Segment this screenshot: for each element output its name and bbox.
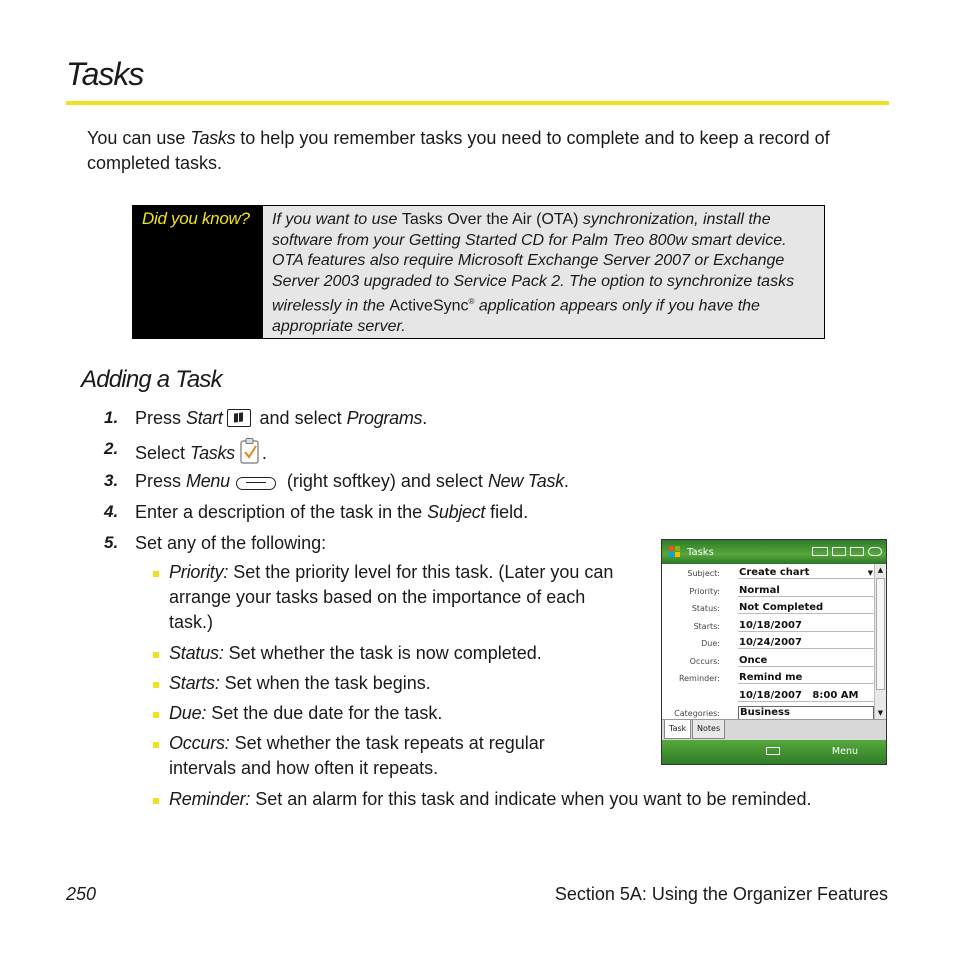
- step-2: 2. Select Tasks .: [104, 439, 267, 463]
- step-1: 1. Press Start and select Programs.: [104, 408, 428, 428]
- form-row-priority[interactable]: Priority: Normal: [662, 584, 874, 601]
- form-row-starts[interactable]: Starts: 10/18/2007: [662, 619, 874, 636]
- form-row-status[interactable]: Status: Not Completed: [662, 601, 874, 618]
- bullet-marker: [153, 712, 159, 718]
- windows-logo-icon: [669, 546, 681, 558]
- softkey-bar: [662, 740, 886, 764]
- form-scrollbar[interactable]: [874, 564, 886, 719]
- bullet-occurs: Occurs: Set whether the task repeats at regular intervals and how often it repeats.: [169, 733, 545, 778]
- intro-app-name: Tasks: [190, 128, 236, 148]
- did-you-know-label: Did you know?: [133, 206, 263, 338]
- bullet-status: Status: Set whether the task is now completed.: [169, 643, 542, 663]
- ev-icon: [812, 547, 828, 556]
- scroll-down-icon[interactable]: ▼: [877, 709, 884, 717]
- bullet-marker: [153, 682, 159, 688]
- tasks-clipboard-icon: [238, 437, 262, 465]
- page-title: Tasks: [66, 56, 144, 92]
- step-4: 4. Enter a description of the task in the Subject field.: [104, 502, 529, 522]
- did-you-know-box: [132, 205, 825, 339]
- bullet-due: Due: Set the due date for the task.: [169, 703, 443, 723]
- bullet-marker: [153, 742, 159, 748]
- form-row-reminder[interactable]: Reminder: Remind me: [662, 671, 874, 688]
- bullet-marker: [153, 571, 159, 577]
- dropdown-arrow-icon[interactable]: ▼: [867, 569, 873, 577]
- scroll-up-icon[interactable]: ▲: [877, 566, 884, 574]
- form-row-subject[interactable]: Subject: Create chart ▼: [687, 567, 873, 578]
- title-rule: [66, 101, 889, 105]
- did-you-know-text: If you want to use Tasks Over the Air (OTA) synchronization, install the software from your Getting Started CD for Palm Treo 800w smart device. OTA features also require Microsoft Exchange Server 2007 or Exchange Server 2003 upgraded to Service Pack 2. The option to synchronize tasks wirelessly in the ActiveSync® application appears only if you have the appropriate server.: [263, 206, 824, 338]
- intro-paragraph: You can use Tasks to help you remember tasks you need to complete and to keep a record of completed tasks.: [87, 128, 830, 173]
- form-row-reminder-time[interactable]: 10/18/2007 8:00 AM: [662, 689, 874, 706]
- task-form: [662, 564, 886, 719]
- form-tabs: [662, 719, 886, 742]
- phone-title-bar: [662, 540, 886, 564]
- page-number: 250: [66, 884, 97, 904]
- tab-task[interactable]: Task: [664, 720, 691, 739]
- battery-icon: [850, 547, 864, 556]
- phone-app-title: Tasks: [687, 546, 714, 558]
- menu-softkey[interactable]: Menu: [831, 746, 858, 757]
- tab-notes[interactable]: Notes: [692, 720, 725, 739]
- bullet-priority: Priority: Set the priority level for this task. (Later you can arrange your tasks based on the importance of each task.): [169, 562, 614, 632]
- softkey-button-icon: [236, 477, 276, 490]
- signal-icon: [832, 547, 846, 556]
- section-heading: Adding a Task: [81, 366, 222, 393]
- step-3: 3. Press Menu (right softkey) and select New Task.: [104, 471, 569, 491]
- bullet-marker: [153, 798, 159, 804]
- bullet-marker: [153, 652, 159, 658]
- form-row-due[interactable]: Due: 10/24/2007: [662, 636, 874, 653]
- bullet-reminder: Reminder: Set an alarm for this task and indicate when you want to be reminded.: [169, 789, 812, 809]
- scroll-thumb[interactable]: [876, 578, 885, 690]
- bullet-starts: Starts: Set when the task begins.: [169, 673, 431, 693]
- step-5: 5. Set any of the following:: [104, 533, 327, 553]
- form-row-occurs[interactable]: Occurs: Once: [662, 654, 874, 671]
- keyboard-icon[interactable]: [766, 747, 780, 755]
- form-row-categories[interactable]: Categories: Business: [662, 706, 874, 723]
- ok-icon: [868, 547, 882, 556]
- phone-screenshot: [661, 539, 887, 765]
- windows-start-icon: [227, 409, 251, 427]
- footer-section: Section 5A: Using the Organizer Features: [554, 884, 888, 904]
